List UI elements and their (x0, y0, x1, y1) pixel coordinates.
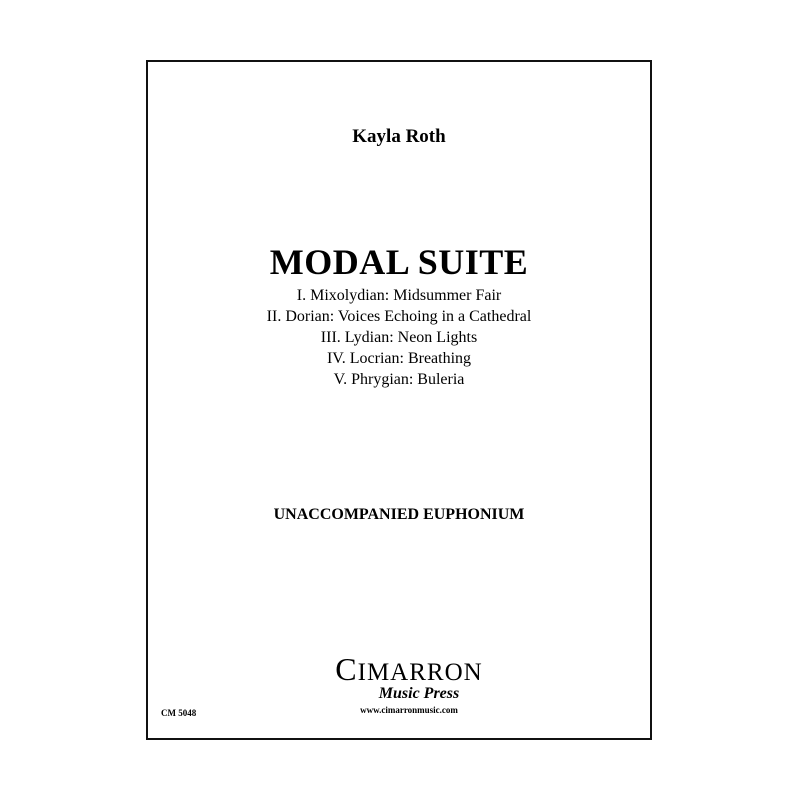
publisher-name-initial: C (335, 651, 358, 687)
publisher-name-rest: IMARRON (357, 659, 483, 686)
movement-item: III. Lydian: Neon Lights (320, 329, 478, 346)
publisher-subtitle: Music Press (378, 685, 460, 702)
publisher-url: www.cimarronmusic.com (360, 705, 458, 715)
cover-page (146, 60, 652, 740)
movement-item: II. Dorian: Voices Echoing in a Cathedral (266, 308, 532, 325)
publisher-logo (334, 651, 484, 716)
publisher-name (334, 651, 484, 687)
instrumentation: UNACCOMPANIED EUPHONIUM (273, 506, 525, 523)
catalog-number: CM 5048 (161, 708, 197, 718)
movement-list (148, 285, 650, 390)
movement-item: I. Mixolydian: Midsummer Fair (296, 287, 502, 304)
composer-name: Kayla Roth (352, 126, 446, 147)
work-title: MODAL SUITE (269, 242, 529, 282)
movement-item: IV. Locrian: Breathing (326, 350, 472, 367)
movement-item: V. Phrygian: Buleria (333, 371, 465, 388)
